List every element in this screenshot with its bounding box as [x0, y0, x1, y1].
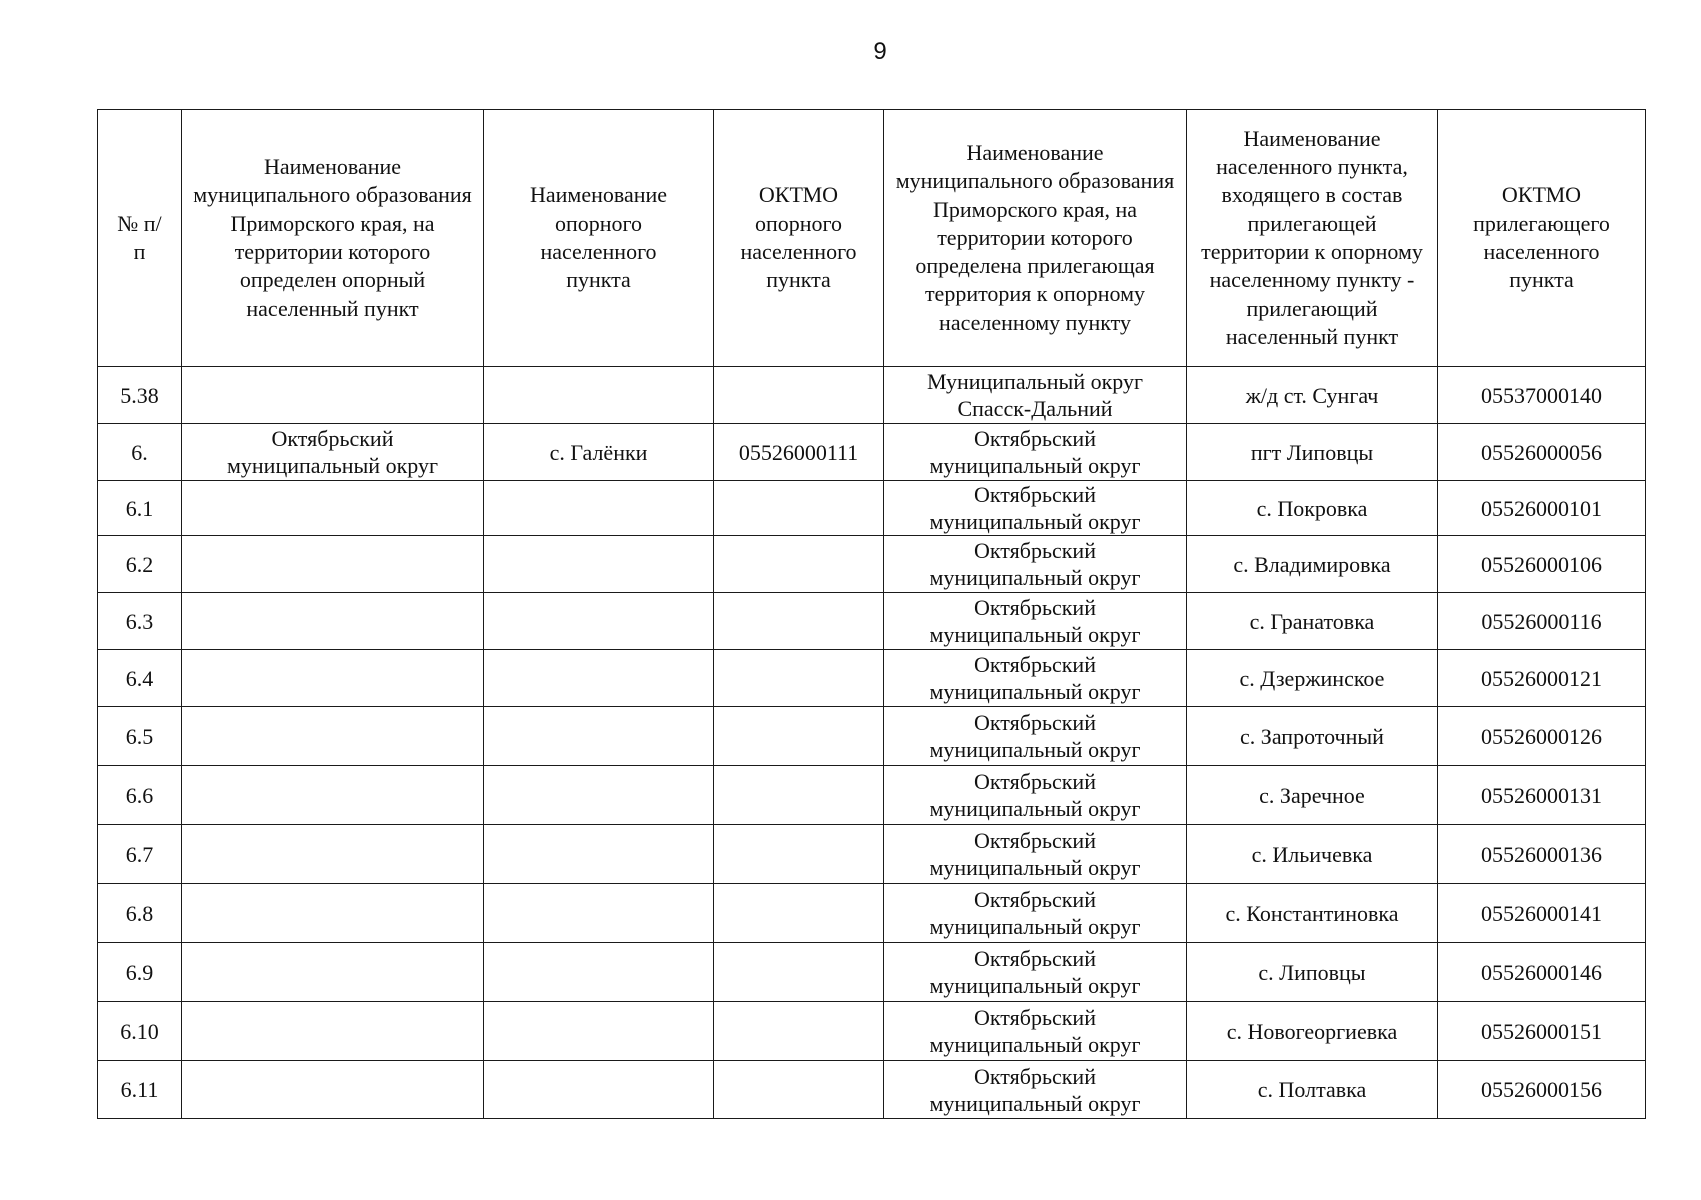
row-number-text: 5.38 [120, 382, 159, 408]
adjacent-municipality-text: Октябрьский муниципальный округ [929, 426, 1141, 478]
adjacent-oktmo-text: 05526000106 [1481, 551, 1602, 577]
cell-row-number [98, 825, 182, 884]
cell-municipality [182, 481, 484, 536]
cell-adjacent-municipality [884, 707, 1187, 766]
base-oktmo-text: 05526000111 [738, 439, 859, 465]
cell-adjacent-settlement [1187, 481, 1438, 536]
cell-municipality [182, 424, 484, 481]
cell-municipality [182, 593, 484, 650]
row-number-text: 6.3 [125, 608, 154, 634]
cell-adjacent-settlement [1187, 536, 1438, 593]
cell-row-number [98, 367, 182, 424]
adjacent-oktmo-text: 05526000156 [1481, 1077, 1602, 1102]
cell-adjacent-settlement [1187, 766, 1438, 825]
cell-adjacent-settlement [1187, 593, 1438, 650]
adjacent-settlement-text: с. Полтавка [1257, 1077, 1367, 1102]
cell-base-oktmo [714, 481, 884, 536]
adjacent-settlement-text: с. Дзержинское [1239, 665, 1385, 691]
adjacent-oktmo-text: 05526000151 [1481, 1018, 1602, 1044]
cell-municipality [182, 943, 484, 1002]
cell-base-oktmo [714, 766, 884, 825]
header-adjacent-municipality [884, 110, 1187, 367]
cell-row-number [98, 424, 182, 481]
cell-adjacent-municipality [884, 1002, 1187, 1061]
cell-base-oktmo [714, 367, 884, 424]
adjacent-oktmo-text: 05526000146 [1481, 959, 1602, 985]
cell-adjacent-oktmo [1438, 481, 1646, 536]
cell-adjacent-settlement [1187, 1002, 1438, 1061]
row-number-text: 6.2 [125, 551, 154, 577]
row-number-text: 6.11 [120, 1077, 159, 1102]
cell-adjacent-settlement [1187, 650, 1438, 707]
cell-base-settlement [484, 943, 714, 1002]
cell-base-settlement [484, 884, 714, 943]
table-row [98, 1061, 1646, 1119]
adjacent-municipality-text: Муниципальный округ Спасск-Дальний [926, 369, 1144, 421]
cell-adjacent-settlement [1187, 424, 1438, 481]
cell-row-number [98, 536, 182, 593]
cell-municipality [182, 536, 484, 593]
table-row [98, 481, 1646, 536]
adjacent-oktmo-text: 05526000101 [1481, 495, 1602, 521]
cell-adjacent-municipality [884, 650, 1187, 707]
header-base-settlement-label: Наименование опорного населенного пункта [529, 182, 668, 293]
cell-adjacent-municipality [884, 367, 1187, 424]
header-adjacent-settlement [1187, 110, 1438, 367]
table-row [98, 1002, 1646, 1061]
cell-municipality [182, 1002, 484, 1061]
cell-adjacent-settlement [1187, 884, 1438, 943]
cell-municipality [182, 650, 484, 707]
adjacent-oktmo-text: 05526000141 [1481, 900, 1602, 926]
adjacent-municipality-text: Октябрьский муниципальный округ [929, 595, 1141, 647]
row-number-text: 6. [131, 439, 148, 465]
cell-base-settlement [484, 1061, 714, 1119]
cell-row-number [98, 1002, 182, 1061]
cell-adjacent-municipality [884, 825, 1187, 884]
cell-base-settlement [484, 424, 714, 481]
adjacent-settlement-text: с. Покровка [1256, 495, 1368, 521]
table-row [98, 650, 1646, 707]
table-row [98, 943, 1646, 1002]
cell-adjacent-settlement [1187, 1061, 1438, 1119]
row-number-text: 6.1 [125, 495, 154, 521]
cell-adjacent-oktmo [1438, 1002, 1646, 1061]
adjacent-oktmo-text: 05526000136 [1481, 841, 1602, 867]
adjacent-settlement-text: ж/д ст. Сунгач [1245, 382, 1379, 408]
base-settlement-text: с. Галёнки [549, 439, 648, 465]
row-number-text: 6.4 [125, 665, 154, 691]
table-row [98, 367, 1646, 424]
adjacent-municipality-text: Октябрьский муниципальный округ [929, 538, 1141, 590]
cell-municipality [182, 825, 484, 884]
cell-base-oktmo [714, 943, 884, 1002]
cell-adjacent-oktmo [1438, 1061, 1646, 1119]
adjacent-municipality-text: Октябрьский муниципальный округ [929, 828, 1141, 880]
cell-adjacent-municipality [884, 943, 1187, 1002]
cell-base-oktmo [714, 1061, 884, 1119]
cell-adjacent-oktmo [1438, 766, 1646, 825]
header-municipality-label: Наименование муниципального образования Приморского края, на территории которого определен опорный населенный пункт [193, 154, 472, 321]
cell-base-settlement [484, 367, 714, 424]
cell-base-oktmo [714, 593, 884, 650]
cell-base-oktmo [714, 707, 884, 766]
cell-base-oktmo [714, 650, 884, 707]
header-base-settlement [484, 110, 714, 367]
cell-adjacent-oktmo [1438, 825, 1646, 884]
cell-base-settlement [484, 707, 714, 766]
cell-base-settlement [484, 650, 714, 707]
cell-adjacent-oktmo [1438, 536, 1646, 593]
header-adjacent-settlement-label: Наименование населенного пункта, входящего в состав прилегающей территории к опорному населенному пункту - прилегающий населенный пункт [1201, 125, 1423, 349]
cell-adjacent-municipality [884, 424, 1187, 481]
table-header [98, 110, 1646, 367]
row-number-text: 6.7 [125, 841, 154, 867]
header-row [98, 110, 1646, 367]
cell-adjacent-oktmo [1438, 424, 1646, 481]
cell-municipality [182, 766, 484, 825]
cell-adjacent-settlement [1187, 825, 1438, 884]
header-number-label: № п/п [117, 210, 162, 264]
row-number-text: 6.9 [125, 959, 154, 985]
cell-row-number [98, 707, 182, 766]
adjacent-settlement-text: пгт Липовцы [1250, 439, 1374, 465]
header-adjacent-oktmo [1438, 110, 1646, 367]
adjacent-settlement-text: с. Константиновка [1225, 900, 1399, 926]
cell-row-number [98, 481, 182, 536]
adjacent-settlement-text: с. Ильичевка [1251, 841, 1373, 867]
adjacent-settlement-text: с. Новогеоргиевка [1226, 1018, 1398, 1044]
cell-base-oktmo [714, 884, 884, 943]
cell-base-settlement [484, 593, 714, 650]
table-row [98, 536, 1646, 593]
settlements-table [97, 109, 1646, 1119]
cell-row-number [98, 650, 182, 707]
header-base-oktmo-label: ОКТМО опорного населенного пункта [740, 182, 857, 293]
adjacent-settlement-text: с. Запроточный [1240, 723, 1384, 749]
adjacent-settlement-text: с. Гранатовка [1249, 608, 1375, 634]
cell-municipality [182, 367, 484, 424]
table-row [98, 884, 1646, 943]
row-number-text: 6.10 [120, 1018, 159, 1044]
cell-adjacent-municipality [884, 536, 1187, 593]
adjacent-municipality-text: Октябрьский муниципальный округ [929, 482, 1141, 534]
cell-base-settlement [484, 766, 714, 825]
adjacent-settlement-text: с. Липовцы [1258, 959, 1366, 985]
adjacent-municipality-text: Октябрьский муниципальный округ [929, 1005, 1141, 1057]
cell-adjacent-settlement [1187, 367, 1438, 424]
adjacent-oktmo-text: 05537000140 [1481, 382, 1602, 408]
cell-adjacent-settlement [1187, 943, 1438, 1002]
adjacent-municipality-text: Октябрьский муниципальный округ [929, 887, 1141, 939]
page-number: 9 [873, 38, 887, 65]
header-adjacent-municipality-label: Наименование муниципального образования Приморского края, на территории которого определена прилегающая территория к опорному населенному пункту [895, 139, 1175, 335]
cell-base-settlement [484, 536, 714, 593]
cell-adjacent-oktmo [1438, 593, 1646, 650]
header-base-oktmo [714, 110, 884, 367]
cell-adjacent-oktmo [1438, 884, 1646, 943]
header-municipality [182, 110, 484, 367]
row-number-text: 6.8 [125, 900, 154, 926]
cell-adjacent-oktmo [1438, 943, 1646, 1002]
table-row [98, 707, 1646, 766]
adjacent-municipality-text: Октябрьский муниципальный округ [929, 652, 1141, 704]
cell-row-number [98, 1061, 182, 1119]
cell-municipality [182, 884, 484, 943]
cell-adjacent-oktmo [1438, 707, 1646, 766]
cell-adjacent-municipality [884, 766, 1187, 825]
cell-row-number [98, 593, 182, 650]
table-row [98, 766, 1646, 825]
adjacent-oktmo-text: 05526000116 [1481, 608, 1602, 634]
cell-adjacent-municipality [884, 481, 1187, 536]
row-number-text: 6.5 [125, 723, 154, 749]
cell-base-oktmo [714, 1002, 884, 1061]
cell-base-oktmo [714, 536, 884, 593]
cell-adjacent-oktmo [1438, 367, 1646, 424]
adjacent-oktmo-text: 05526000121 [1481, 665, 1602, 691]
row-number-text: 6.6 [125, 782, 154, 808]
cell-row-number [98, 943, 182, 1002]
adjacent-municipality-text: Октябрьский муниципальный округ [929, 710, 1141, 762]
cell-municipality [182, 707, 484, 766]
cell-base-oktmo [714, 424, 884, 481]
cell-row-number [98, 766, 182, 825]
table-body [98, 367, 1646, 1119]
adjacent-settlement-text: с. Владимировка [1233, 551, 1391, 577]
adjacent-municipality-text: Октябрьский муниципальный округ [929, 946, 1141, 998]
header-number [98, 110, 182, 367]
adjacent-oktmo-text: 05526000126 [1481, 723, 1602, 749]
cell-municipality [182, 1061, 484, 1119]
adjacent-municipality-text: Октябрьский муниципальный округ [929, 1063, 1141, 1116]
adjacent-municipality-text: Октябрьский муниципальный округ [929, 769, 1141, 821]
cell-adjacent-municipality [884, 884, 1187, 943]
cell-adjacent-settlement [1187, 707, 1438, 766]
cell-base-settlement [484, 481, 714, 536]
table-row [98, 424, 1646, 481]
cell-adjacent-municipality [884, 593, 1187, 650]
cell-row-number [98, 884, 182, 943]
table-row [98, 825, 1646, 884]
adjacent-oktmo-text: 05526000056 [1481, 439, 1602, 465]
cell-adjacent-oktmo [1438, 650, 1646, 707]
table-row [98, 593, 1646, 650]
municipality-text: Октябрьский муниципальный округ [226, 426, 438, 478]
cell-base-settlement [484, 1002, 714, 1061]
cell-base-oktmo [714, 825, 884, 884]
adjacent-settlement-text: с. Заречное [1259, 782, 1365, 808]
header-adjacent-oktmo-label: ОКТМО прилегающего населенного пункта [1473, 182, 1610, 293]
cell-adjacent-municipality [884, 1061, 1187, 1119]
cell-base-settlement [484, 825, 714, 884]
adjacent-oktmo-text: 05526000131 [1481, 782, 1602, 808]
